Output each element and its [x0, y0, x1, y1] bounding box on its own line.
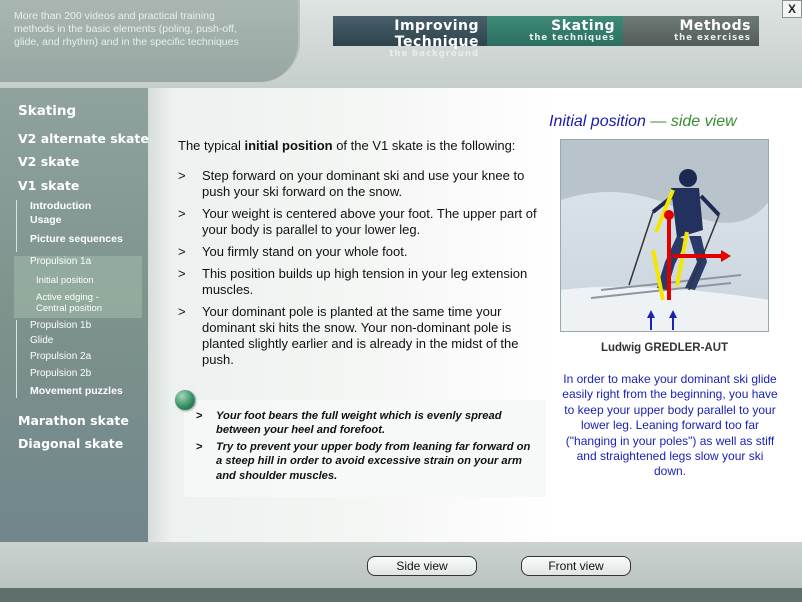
tip-marker: > — [196, 440, 203, 453]
list-item — [178, 266, 546, 298]
photo-title — [549, 113, 737, 131]
list-item — [178, 304, 546, 368]
tab-methods[interactable] — [623, 16, 759, 46]
tip-marker: > — [196, 410, 203, 422]
footer-strip — [0, 588, 802, 602]
bullet-marker: > — [178, 244, 186, 259]
sidebar-item-v1[interactable]: V1 skate — [18, 178, 80, 193]
list-item — [178, 244, 546, 260]
intro-panel — [0, 0, 300, 82]
tip-item — [194, 409, 538, 438]
tip-text: Try to prevent your upper body from leaning far forward on a steep hill in order to avoid excessive strain on your arm and shoulder muscles. — [216, 440, 531, 482]
photo-title-main: Initial position — [549, 113, 646, 130]
sidebar-item-picture-sequences[interactable]: Picture sequences — [30, 233, 123, 245]
bullet-text: Your weight is centered above your foot. The upper part of your body is parallel to your lower leg. — [202, 206, 537, 237]
skier-photo — [560, 139, 769, 332]
sidebar-item-v2-alternate[interactable]: V2 alternate skate — [18, 131, 149, 146]
bullet-text: Your dominant pole is planted at the same time your dominant ski hits the snow. Your non-dominant pole is planted slightly earlier and is already in the midst of the push. — [202, 304, 519, 367]
sidebar-item-active-edging-line1[interactable]: Active edging - — [36, 292, 99, 303]
sidebar-item-usage[interactable]: Usage — [30, 214, 62, 226]
sidebar-item-movement-puzzles[interactable]: Movement puzzles — [30, 385, 123, 397]
list-item — [178, 168, 546, 200]
sidebar-item-glide[interactable]: Glide — [30, 335, 54, 346]
tip-text: Your foot bears the full weight which is evenly spread between your heel and forefoot. — [216, 410, 502, 437]
sidebar-item-active-edging-line2[interactable]: Central position — [36, 303, 103, 314]
side-view-button[interactable]: Side view — [367, 556, 477, 576]
tree-line — [16, 320, 17, 398]
sidebar-item-propulsion-1b[interactable]: Propulsion 1b — [30, 320, 92, 331]
tab-skating[interactable] — [487, 16, 623, 46]
sidebar-item-introduction[interactable]: Introduction — [30, 200, 92, 212]
tips-box — [184, 400, 546, 497]
close-button[interactable]: X — [782, 0, 802, 18]
tab-improving-technique[interactable] — [333, 16, 487, 59]
tree-line — [16, 200, 17, 252]
photo-explanation: In order to make your dominant ski glide easily right from the beginning, you have to keep your upper body parallel to your lower leg. Leaning forward too far ("hanging in your poles") as well as stiff and straightened legs slow your ski down. — [562, 372, 778, 479]
tab-subtitle: the exercises — [674, 33, 751, 43]
tip-item — [194, 440, 538, 483]
sidebar-item-propulsion-1a[interactable]: Propulsion 1a — [30, 256, 92, 267]
skier-illustration — [561, 140, 769, 332]
bullet-marker: > — [178, 206, 186, 221]
bullet-text: You firmly stand on your whole foot. — [202, 244, 408, 259]
sidebar-edge — [148, 88, 172, 542]
intro-pre: The typical — [178, 138, 245, 153]
tab-title: Improving Technique — [394, 18, 479, 50]
sidebar-item-propulsion-2a[interactable]: Propulsion 2a — [30, 351, 92, 362]
main-content — [178, 138, 546, 374]
tab-subtitle: the techniques — [529, 33, 615, 43]
tab-title: Skating — [551, 18, 615, 34]
bullet-marker: > — [178, 304, 186, 319]
intro-post: of the V1 skate is the following: — [332, 138, 516, 153]
tab-subtitle: the background — [389, 49, 479, 59]
sidebar-item-initial-position[interactable]: Initial position — [36, 275, 94, 286]
sidebar-item-diagonal[interactable]: Diagonal skate — [18, 436, 124, 451]
photo-title-view: — side view — [645, 113, 737, 130]
sidebar-item-marathon[interactable]: Marathon skate — [18, 413, 129, 428]
intro-bold: initial position — [244, 138, 333, 153]
sidebar-item-propulsion-2b[interactable]: Propulsion 2b — [30, 368, 92, 379]
front-view-button[interactable]: Front view — [521, 556, 631, 576]
bullet-text: This position builds up high tension in your leg extension muscles. — [202, 266, 528, 297]
sidebar-item-v2[interactable]: V2 skate — [18, 154, 80, 169]
intro-paragraph — [178, 138, 546, 154]
bullet-text: Step forward on your dominant ski and use your knee to push your ski forward on the snow. — [202, 168, 525, 199]
bullet-marker: > — [178, 266, 186, 281]
tab-title: Methods — [679, 18, 751, 34]
list-item — [178, 206, 546, 238]
bullet-marker: > — [178, 168, 186, 183]
tips-bullet-icon[interactable] — [175, 390, 195, 410]
intro-text: More than 200 videos and practical training methods in the basic elements (poling, push-off, glide, and rhythm) and in the specific techniques — [14, 10, 239, 48]
photo-caption: Ludwig GREDLER-AUT — [600, 342, 729, 354]
sidebar-item-skating[interactable]: Skating — [18, 103, 77, 119]
